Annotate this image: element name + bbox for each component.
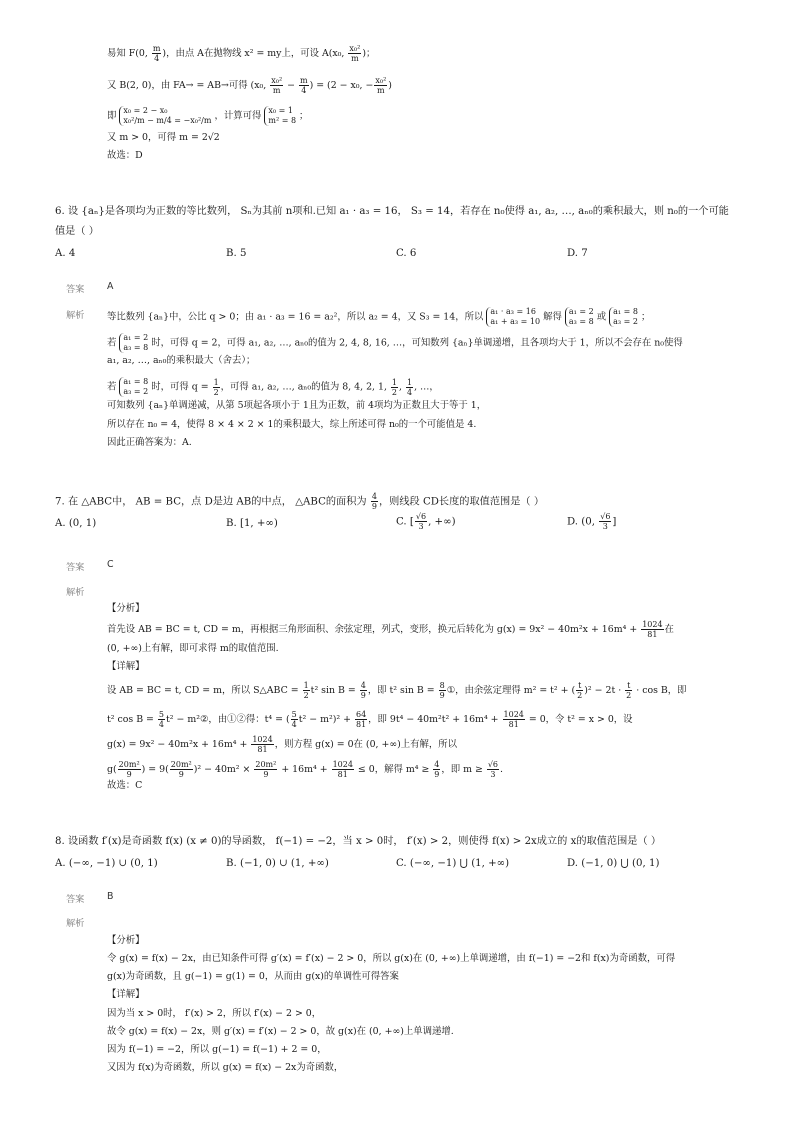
- text: 又 B(2, 0)，由 FA→ = AB→可得 (x₀,: [107, 80, 270, 91]
- numerator: 5: [158, 710, 164, 719]
- q7-analysis-heading: 【分析】: [107, 603, 145, 614]
- equation: a₁ = 8: [613, 307, 638, 316]
- numerator: 1024: [642, 620, 663, 629]
- q7-analysis-line-1: [107, 620, 674, 639]
- text: ，即 m ≥: [441, 764, 486, 775]
- denominator: 9: [178, 770, 184, 779]
- q7-answer-value: C: [107, 559, 114, 570]
- text: t² sin B =: [310, 685, 359, 696]
- text: ): [388, 80, 392, 91]
- equation: a₃ = 2: [613, 317, 638, 326]
- q7-option-d[interactable]: [567, 512, 616, 531]
- q6-answer-value: A: [107, 281, 114, 292]
- fraction: [270, 76, 283, 95]
- numerator: √6: [600, 512, 611, 521]
- q8-detail-line-4: 又因为 f(x)为奇函数，所以 g(x) = f(x) − 2x为奇函数，: [107, 1062, 344, 1073]
- text: ，则方程 g(x) = 0在 (0, +∞)上有解，所以: [274, 739, 458, 750]
- text: · cos B，即: [633, 685, 687, 696]
- text: ,: [399, 381, 405, 393]
- text: 等比数列 {aₙ}中，公比 q > 0；由 a₁ · a₃ = 16 = a₂²，所以 a₂ = 4，又 S₃ = 14，所以: [107, 311, 484, 323]
- numerator: 20m²: [170, 760, 192, 769]
- text: 首先设 AB = BC = t, CD = m，再根据三角形面积、余弦定理，列式，变形，换元后转化为 g(x) = 9x² − 40m²x + 16m⁴ +: [107, 624, 641, 635]
- text: 设 AB = BC = t, CD = m，所以 S△ABC =: [107, 685, 302, 696]
- text: −: [284, 80, 298, 91]
- numerator: 20m²: [255, 760, 277, 769]
- numerator: 4: [371, 492, 377, 501]
- text: 若: [107, 337, 117, 349]
- equation: a₃ = 8: [123, 343, 149, 352]
- denominator: 3: [418, 522, 424, 531]
- text: 若: [107, 381, 117, 393]
- text: ①，由余弦定理得 m² = t² + (: [446, 685, 576, 696]
- q8-answer-value: B: [107, 891, 114, 902]
- denominator: 2: [213, 387, 219, 397]
- fraction: [487, 760, 499, 779]
- q8-detail-heading: 【详解】: [107, 989, 145, 1000]
- q8-option-c[interactable]: C. (−∞, −1) ⋃ (1, +∞): [396, 858, 510, 869]
- q7-analysis-line-2: (0, +∞)上有解，即可求得 m的取值范围.: [107, 643, 279, 654]
- equation: m² = 8: [268, 116, 297, 125]
- text: D. (0,: [567, 516, 599, 528]
- text: )，由点 A在抛物线 x² = my上，可设 A(x₀,: [162, 48, 348, 59]
- denominator: 81: [337, 770, 348, 779]
- denominator: 81: [647, 630, 658, 639]
- system-brace: [565, 307, 594, 327]
- numerator: t: [627, 681, 631, 690]
- text: ，则线段 CD长度的取值范围是（ ）: [378, 496, 545, 508]
- q6-analysis-line-3: a₁, a₂, …, aₙ₀的乘积最大（舍去）；: [107, 355, 256, 366]
- numerator: m: [152, 44, 161, 53]
- q6-analysis-line-2: [107, 333, 683, 353]
- denominator: 4: [158, 720, 164, 729]
- system-brace: [119, 106, 211, 126]
- numerator: 20m²: [118, 760, 140, 769]
- equation: a₃ = 8: [568, 317, 594, 326]
- denominator: 2: [303, 691, 309, 700]
- fraction: [433, 760, 440, 779]
- equation: a₁ = 2: [568, 307, 594, 316]
- fraction: [625, 681, 632, 700]
- text: ；: [640, 311, 651, 323]
- numerator: x₀²: [271, 76, 283, 85]
- denominator: 9: [360, 691, 366, 700]
- equation: a₁ = 2: [123, 333, 149, 342]
- q8-answer-label: 答案: [66, 894, 85, 905]
- numerator: 5: [291, 710, 297, 719]
- q7-option-c[interactable]: [396, 512, 456, 531]
- q7-final-answer: 故选：C: [107, 780, 143, 791]
- fraction: [641, 620, 663, 639]
- equation: a₁ = 8: [123, 377, 149, 386]
- q7-detail-heading: 【详解】: [107, 661, 145, 672]
- q6-option-a[interactable]: A. 4: [55, 248, 76, 259]
- q7-answer-label: 答案: [66, 562, 85, 573]
- q6-analysis-line-1: [107, 307, 650, 327]
- system-brace: [609, 307, 638, 327]
- numerator: m: [299, 76, 308, 85]
- text: g(x) = 9x² − 40m²x + 16m⁴ +: [107, 739, 251, 750]
- fraction: [170, 760, 193, 779]
- text: )² − 2t ·: [584, 685, 625, 696]
- denominator: 9: [439, 691, 445, 700]
- denominator: m: [377, 86, 385, 95]
- denominator: 9: [126, 770, 132, 779]
- fraction: [439, 681, 446, 700]
- text: ，计算可得: [214, 110, 262, 122]
- numerator: 1: [303, 681, 309, 690]
- q8-stem: 8. 设函数 f′(x)是奇函数 f(x) (x ≠ 0)的导函数， f(−1) = −2，当 x > 0时， f′(x) > 2，则使得 f(x) > 2x成立的 x的取值范围是（ ）: [55, 836, 662, 847]
- denominator: 81: [508, 720, 519, 729]
- text: ，即 9t⁴ − 40m²t² + 16m⁴ +: [368, 714, 502, 725]
- text: ]: [612, 516, 617, 528]
- denominator: 3: [602, 522, 608, 531]
- text: + 16m⁴ +: [278, 764, 331, 775]
- q5-line-3: [107, 106, 308, 126]
- text: 易知 F(0,: [107, 48, 151, 59]
- q5-line-4: 又 m > 0，可得 m = 2√2: [107, 132, 220, 143]
- numerator: 1024: [332, 760, 353, 769]
- q6-option-b[interactable]: B. 5: [226, 248, 247, 259]
- fraction: [406, 378, 413, 397]
- fraction: [355, 710, 367, 729]
- text: 或: [596, 311, 607, 323]
- denominator: 4: [406, 387, 413, 397]
- text: = 0，令 t² = x > 0，设: [525, 714, 633, 725]
- fraction: [415, 512, 427, 531]
- fraction: [332, 760, 354, 779]
- fraction: [213, 378, 220, 397]
- numerator: 8: [439, 681, 445, 690]
- fraction: [152, 44, 162, 63]
- q8-detail-line-3: 因为 f(−1) = −2，所以 g(−1) = f(−1) + 2 = 0，: [107, 1044, 327, 1055]
- text: ；: [299, 110, 309, 122]
- q7-detail-line-1: [107, 681, 687, 700]
- equation: x₀ = 2 − x₀: [123, 106, 168, 115]
- denominator: 81: [355, 720, 367, 729]
- q6-answer-label: 答案: [66, 284, 85, 295]
- numerator: 4: [434, 760, 440, 769]
- q5-final-answer: 故选：D: [107, 150, 143, 161]
- text: 在: [664, 624, 674, 635]
- fraction: [251, 735, 273, 754]
- q6-analysis-line-5: 可知数列 {aₙ}单调递减，从第 5项起各项小于 1且为正数，前 4项均为正数且大于等于 1，: [107, 400, 487, 411]
- text: )；: [362, 48, 376, 59]
- q8-analysis-heading: 【分析】: [107, 935, 145, 946]
- q7-stem: [55, 492, 544, 511]
- q8-option-b[interactable]: B. (−1, 0) ∪ (1, +∞): [226, 858, 329, 869]
- numerator: √6: [415, 512, 427, 521]
- fraction: [348, 44, 361, 63]
- fraction: [599, 512, 611, 531]
- q8-option-d[interactable]: D. (−1, 0) ⋃ (0, 1): [567, 858, 660, 869]
- denominator: 9: [434, 770, 440, 779]
- system-brace: [119, 377, 148, 397]
- numerator: 1: [406, 377, 413, 387]
- q8-detail-line-1: 因为当 x > 0时， f′(x) > 2，所以 f′(x) − 2 > 0，: [107, 1008, 322, 1019]
- q5-line-1: [107, 44, 375, 63]
- denominator: 4: [301, 86, 307, 95]
- text: t² − m²)² +: [298, 714, 354, 725]
- text: t² cos B =: [107, 714, 157, 725]
- q7-detail-line-3: [107, 735, 457, 754]
- q6-option-c[interactable]: C. 6: [396, 248, 417, 259]
- q6-stem-line-1: 6. 设 {aₙ}是各项均为正数的等比数列， Sₙ为其前 n项和.已知 a₁ · a₃ = 16， S₃ = 14，若存在 n₀使得 a₁, a₂, …, aₙ₀的乘积最大，则 n₀的一个可能: [55, 206, 729, 217]
- fraction: [576, 681, 583, 700]
- denominator: 3: [490, 770, 496, 779]
- numerator: 1024: [503, 710, 524, 719]
- q8-analysis-label: 解析: [66, 918, 85, 929]
- q6-analysis-line-4: [107, 377, 439, 397]
- system-brace: [264, 106, 296, 126]
- q7-analysis-label: 解析: [66, 587, 85, 598]
- q7-option-b[interactable]: B. [1, +∞): [226, 518, 278, 529]
- q8-option-a[interactable]: A. (−∞, −1) ∪ (0, 1): [55, 858, 158, 869]
- text: 解得: [543, 311, 562, 323]
- numerator: t: [578, 681, 582, 690]
- fraction: [371, 492, 378, 511]
- text: 即: [107, 110, 117, 122]
- equation: x₀²/m − m/4 = −x₀²/m: [123, 116, 212, 125]
- denominator: 2: [577, 691, 583, 700]
- denominator: 4: [291, 720, 297, 729]
- fraction: [374, 76, 387, 95]
- fraction: [360, 681, 367, 700]
- text: t² − m²②，由①②得：t⁴ = (: [166, 714, 290, 725]
- numerator: 64: [355, 710, 367, 719]
- fraction: [118, 760, 141, 779]
- text: ) = 9(: [141, 764, 169, 775]
- text: ，即 t² sin B =: [367, 685, 438, 696]
- fraction: [503, 710, 525, 729]
- text: )² − 40m² ×: [193, 764, 254, 775]
- text: ) = (2 − x₀, −: [309, 80, 374, 91]
- numerator: √6: [487, 760, 499, 769]
- fraction: [158, 710, 165, 729]
- numerator: 1024: [252, 735, 273, 744]
- q5-line-2: [107, 76, 392, 95]
- numerator: x₀²: [375, 76, 387, 85]
- text: 7. 在 △ABC中， AB = BC，点 D是边 AB的中点， △ABC的面积为: [55, 496, 370, 508]
- equation: a₁ + a₃ = 10: [490, 317, 541, 326]
- q7-detail-line-4: [107, 760, 503, 779]
- denominator: 81: [257, 745, 268, 754]
- denominator: 9: [371, 502, 377, 511]
- system-brace: [119, 333, 148, 353]
- text: 时，可得 q = 2，可得 a₁, a₂, …, aₙ₀的值为 2, 4, 8, 16, …，可知数列 {aₙ}单调递增，且各项均大于 1，所以不会存在 n₀使得: [151, 337, 683, 349]
- fraction: [299, 76, 309, 95]
- denominator: 9: [263, 770, 269, 779]
- q7-option-a[interactable]: A. (0, 1): [55, 518, 97, 529]
- numerator: x₀²: [349, 44, 361, 53]
- text: 时，可得 q =: [151, 381, 212, 393]
- numerator: 1: [213, 377, 219, 387]
- text: , …，: [414, 381, 439, 393]
- text: , +∞): [428, 516, 456, 528]
- q6-stem-line-2: 值是（ ）: [55, 226, 99, 237]
- text: C. [: [396, 516, 414, 528]
- system-brace: [486, 307, 540, 327]
- denominator: m: [351, 54, 359, 63]
- fraction: [391, 378, 398, 397]
- equation: x₀ = 1: [268, 106, 293, 115]
- fraction: [303, 681, 310, 700]
- fraction: [291, 710, 298, 729]
- q8-analysis-line-1: 令 g(x) = f(x) − 2x，由已知条件可得 g′(x) = f′(x) − 2 > 0，所以 g(x)在 (0, +∞)上单调递增，由 f(−1) = −2和 f(x)为奇函数，可得: [107, 953, 676, 964]
- numerator: 1: [391, 377, 398, 387]
- equation: a₁ · a₃ = 16: [490, 307, 536, 316]
- text: .: [500, 764, 503, 775]
- q6-analysis-line-7: 因此正确答案为：A.: [107, 437, 192, 448]
- denominator: 2: [626, 691, 632, 700]
- text: g(: [107, 764, 117, 775]
- q6-option-d[interactable]: D. 7: [567, 248, 588, 259]
- denominator: 4: [154, 54, 160, 63]
- equation: a₃ = 2: [123, 387, 149, 396]
- q6-analysis-label: 解析: [66, 310, 85, 321]
- text: ≤ 0，解得 m⁴ ≥: [354, 764, 433, 775]
- q8-analysis-line-2: g(x)为奇函数，且 g(−1) = g(1) = 0，从而由 g(x)的单调性可得答案: [107, 971, 399, 982]
- q7-detail-line-2: [107, 710, 633, 729]
- q6-analysis-line-6: 所以存在 n₀ = 4，使得 8 × 4 × 2 × 1的乘积最大，综上所述可得 n₀的一个可能值是 4.: [107, 419, 477, 430]
- fraction: [254, 760, 277, 779]
- text: ，可得 a₁, a₂, …, aₙ₀的值为 8, 4, 2, 1,: [220, 381, 390, 393]
- q8-detail-line-2: 故令 g(x) = f(x) − 2x，则 g′(x) = f′(x) − 2 > 0，故 g(x)在 (0, +∞)上单调递增.: [107, 1026, 454, 1037]
- denominator: m: [272, 86, 281, 95]
- denominator: 2: [391, 387, 398, 397]
- numerator: 4: [360, 681, 366, 690]
